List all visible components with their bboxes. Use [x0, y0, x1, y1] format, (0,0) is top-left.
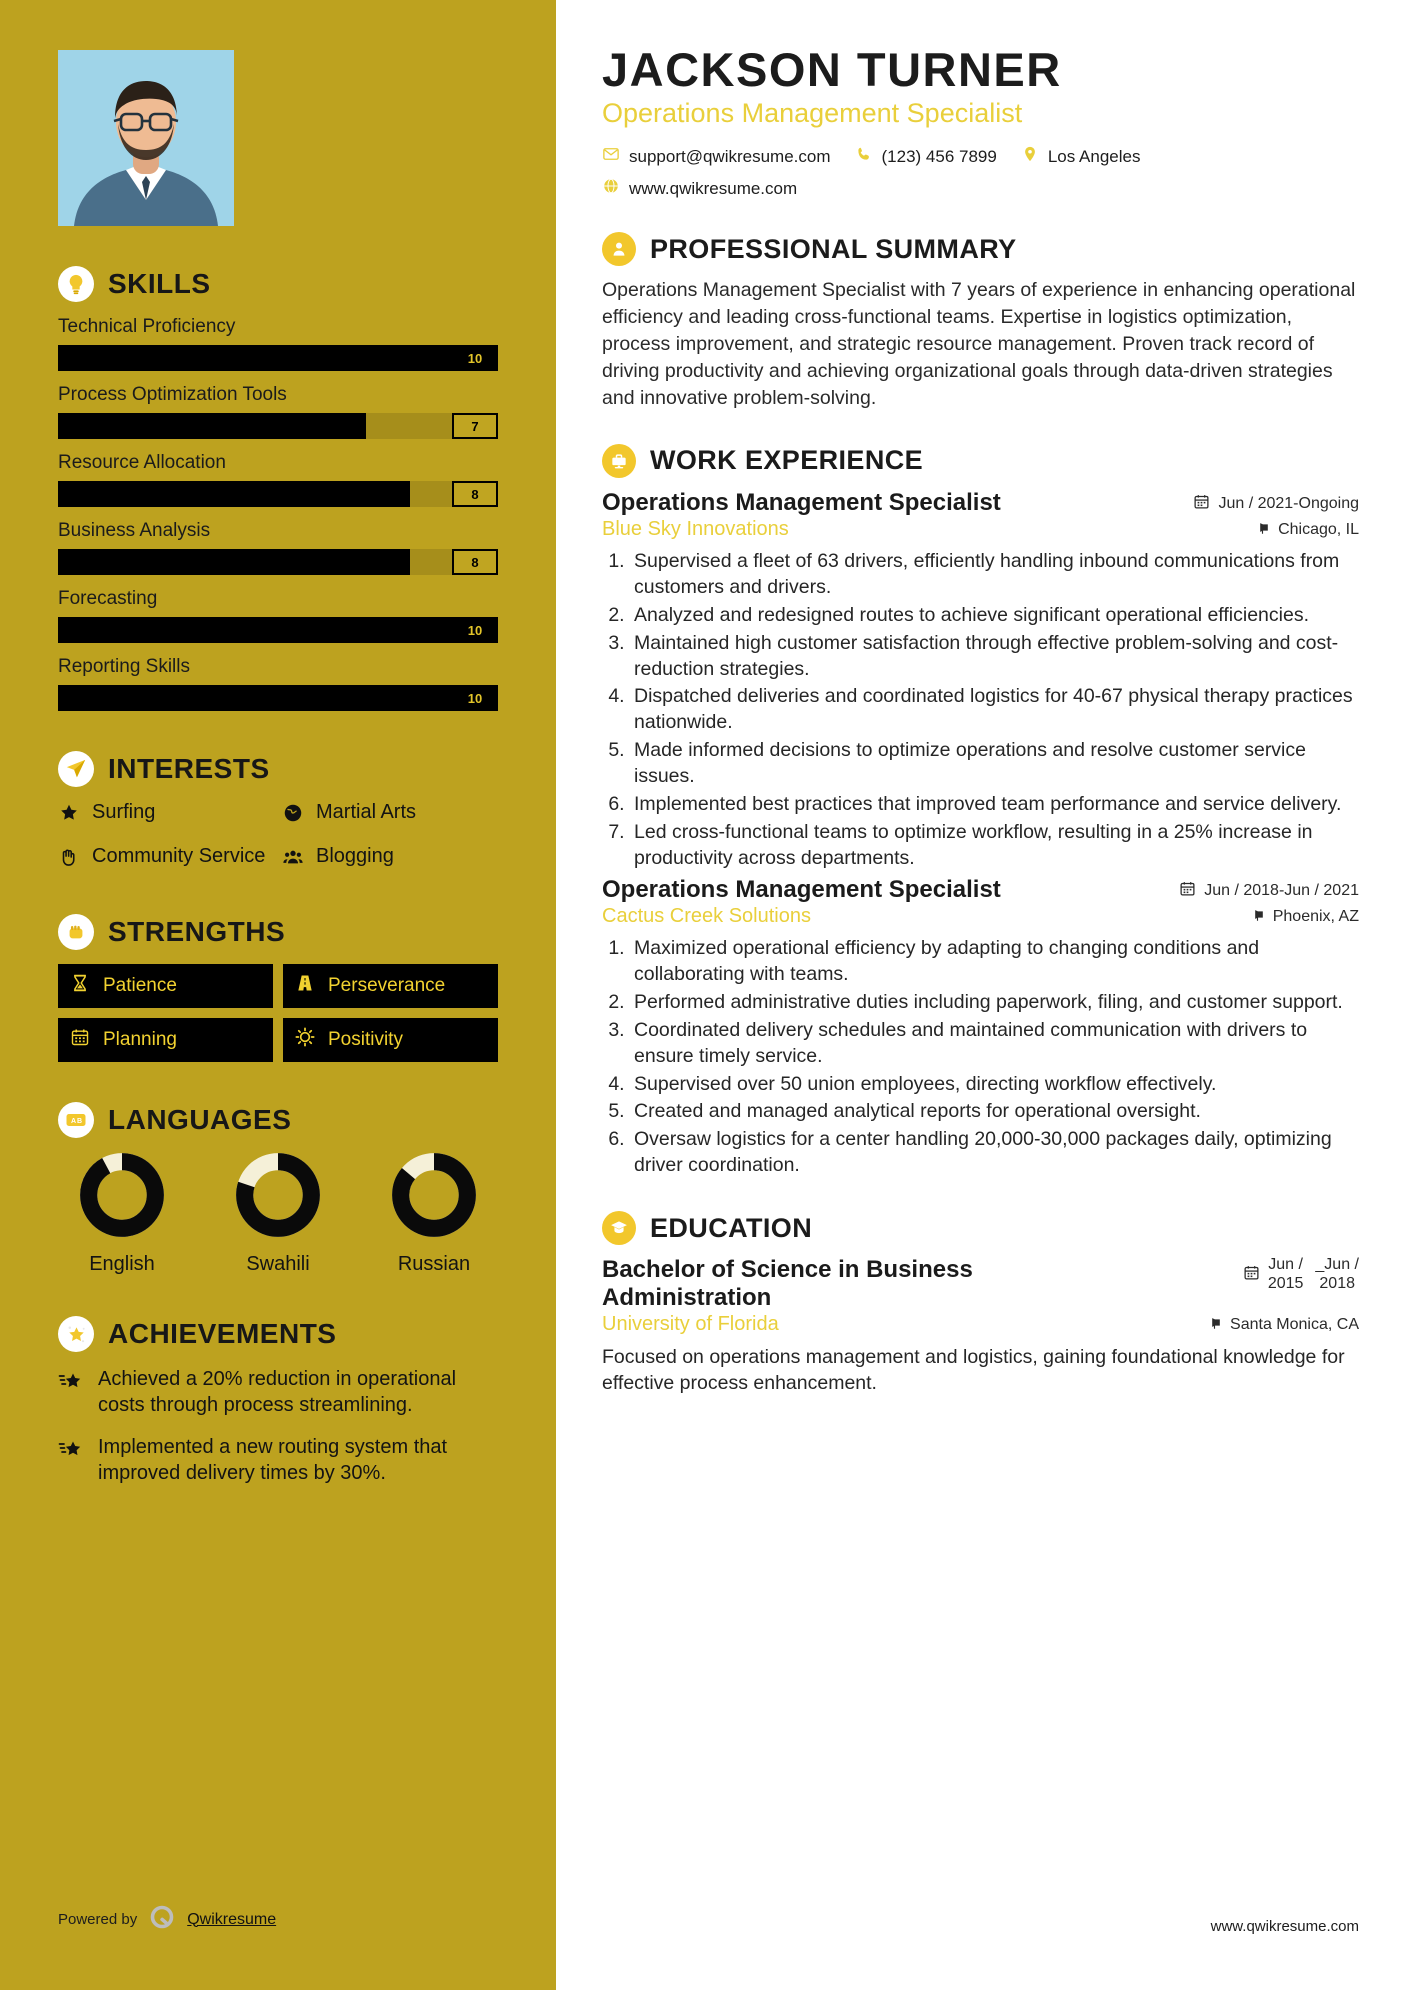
- calendar-icon: [1243, 1264, 1260, 1286]
- language-item: [374, 1152, 494, 1276]
- skill-item: [58, 384, 498, 439]
- pin-icon: [1255, 520, 1270, 540]
- education-date-start-line1: Jun /: [1268, 1256, 1303, 1274]
- education-section-header: [602, 1211, 1359, 1245]
- hand-icon: [58, 846, 82, 874]
- skill-item: [58, 656, 498, 711]
- job-bullets: [630, 936, 1359, 1179]
- skill-bar-fill: [58, 481, 410, 507]
- job-bullet: 7. Led cross-functional teams to optimize workflow, resulting in a 25% increase in productivity across departments.: [630, 820, 1359, 872]
- shooting-star-icon: [58, 1369, 86, 1400]
- pin-icon: [1250, 907, 1265, 927]
- job-location: [1255, 520, 1359, 540]
- skill-label: Resource Allocation: [58, 452, 226, 473]
- skills-section-header: [58, 266, 498, 302]
- interest-item: [282, 845, 498, 874]
- skill-bar: [58, 345, 498, 371]
- calendar-icon: [70, 1027, 92, 1053]
- job-bullet: 1. Maximized operational efficiency by adapting to changing conditions and collaborating with teams.: [630, 936, 1359, 988]
- job-bullet: 6. Implemented best practices that improved team performance and service delivery.: [630, 792, 1359, 818]
- contact-phone[interactable]: [855, 145, 997, 168]
- job-bullet: 3. Coordinated delivery schedules and maintained communication with drivers to ensure timely service.: [630, 1018, 1359, 1070]
- job-bullet: 5. Made informed decisions to optimize operations and resolve customer service issues.: [630, 738, 1359, 790]
- language-item: [218, 1152, 338, 1276]
- language-donut: [391, 1152, 477, 1238]
- contact-location-text: Los Angeles: [1047, 146, 1141, 166]
- skills-list: [58, 316, 498, 711]
- interest-label: Community Service: [92, 845, 266, 867]
- person-icon: [602, 232, 636, 266]
- interests-section-header: [58, 751, 498, 787]
- globe-icon: [602, 177, 620, 200]
- email-icon: [602, 145, 620, 168]
- summary-title: PROFESSIONAL SUMMARY: [650, 233, 1017, 264]
- skill-value: 10: [452, 345, 498, 371]
- sidebar: [0, 0, 556, 1990]
- education-school: University of Florida: [602, 1312, 779, 1335]
- translate-icon: [58, 1102, 94, 1138]
- strengths-title: STRENGTHS: [108, 916, 286, 947]
- interests-list: [58, 801, 498, 874]
- education-description: Focused on operations management and logistics, gaining foundational knowledge for effective process enhancement.: [602, 1345, 1345, 1395]
- job-date: [1193, 493, 1359, 515]
- page-title: JACKSON TURNER: [602, 43, 1062, 96]
- hourglass-icon: [70, 973, 92, 999]
- education-location: [1207, 1315, 1359, 1335]
- profile-photo-illustration: [58, 50, 234, 226]
- interest-label: Blogging: [316, 845, 394, 867]
- language-item: [62, 1152, 182, 1276]
- language-label: English: [89, 1253, 155, 1275]
- job-bullets: [630, 549, 1359, 872]
- strength-label: Planning: [103, 1029, 177, 1050]
- skill-value: 10: [452, 617, 498, 643]
- contact-block: [602, 145, 1359, 200]
- education-date-start-line2: 2015: [1267, 1274, 1304, 1292]
- powered-by-label: Powered by: [58, 1911, 138, 1928]
- achievement-text: Implemented a new routing system that improved delivery times by 30%.: [98, 1436, 448, 1484]
- job-date-text: Jun / 2018-Jun / 2021: [1204, 881, 1359, 899]
- job-bullet: 6. Oversaw logistics for a center handling 20,000-30,000 packages daily, optimizing driver coordination.: [630, 1127, 1359, 1179]
- fist-icon: [58, 914, 94, 950]
- language-label: Swahili: [246, 1253, 310, 1275]
- contact-phone-text: (123) 456 7899: [881, 146, 997, 166]
- achievements-section-header: [58, 1316, 498, 1352]
- shooting-star-icon: [58, 1437, 86, 1468]
- contact-email-text: support@qwikresume.com: [629, 146, 831, 166]
- education-date-end-line1: _Jun /: [1315, 1256, 1359, 1274]
- education-date-end-line2: 2018: [1319, 1274, 1355, 1292]
- strength-label: Perseverance: [328, 975, 446, 996]
- strength-label: Patience: [103, 975, 177, 996]
- skill-label: Process Optimization Tools: [58, 384, 287, 405]
- svg-text:B: B: [77, 1118, 83, 1125]
- graduation-cap-icon: [602, 1211, 636, 1245]
- skill-item: [58, 316, 498, 371]
- strength-chip: [283, 964, 498, 1008]
- achievements-title: ACHIEVEMENTS: [108, 1318, 337, 1349]
- job-title: Operations Management Specialist: [602, 488, 1001, 516]
- language-label: Russian: [397, 1253, 471, 1275]
- skill-bar-fill: [58, 617, 498, 643]
- skill-bar-fill: [58, 549, 410, 575]
- job-date-text: Jun / 2021-Ongoing: [1218, 494, 1359, 512]
- skill-bar: [58, 481, 498, 507]
- paper-plane-icon: [58, 751, 94, 787]
- education-date: [1243, 1256, 1359, 1293]
- people-icon: [282, 846, 306, 874]
- skill-bar: [58, 685, 498, 711]
- main-column: [556, 0, 1407, 1990]
- contact-website[interactable]: [602, 177, 797, 200]
- education-entry: [602, 1256, 1359, 1396]
- languages-section-header: [58, 1102, 498, 1138]
- strength-chip: [58, 964, 273, 1008]
- interests-title: INTERESTS: [108, 753, 270, 784]
- job-location-text: Chicago, IL: [1278, 520, 1359, 538]
- skill-bar-fill: [58, 345, 498, 371]
- skill-item: [58, 588, 498, 643]
- job-title: Operations Management Specialist: [602, 875, 1001, 903]
- jobs-list: [602, 489, 1359, 1179]
- star-icon: [58, 802, 82, 830]
- skill-item: [58, 452, 498, 507]
- job-company: Cactus Creek Solutions: [602, 904, 811, 927]
- pin-icon: [1207, 1315, 1222, 1335]
- phone-icon: [855, 145, 873, 168]
- star-badge-icon: [58, 1316, 94, 1352]
- skill-label: Forecasting: [58, 588, 158, 609]
- job-bullet: 2. Analyzed and redesigned routes to achieve significant operational efficiencies.: [630, 603, 1359, 629]
- language-donut: [235, 1152, 321, 1238]
- lightbulb-icon: [58, 266, 94, 302]
- job-entry: [602, 489, 1359, 872]
- contact-line-2: [602, 177, 1359, 200]
- skill-bar: [58, 617, 498, 643]
- skill-value: 7: [452, 413, 498, 439]
- sidebar-footer: [58, 1904, 276, 1935]
- contact-location: [1021, 145, 1141, 168]
- skill-value: 8: [452, 481, 498, 507]
- job-bullet: 2. Performed administrative duties including paperwork, filing, and customer support.: [630, 990, 1359, 1016]
- language-donut: [79, 1152, 165, 1238]
- education-location-text: Santa Monica, CA: [1230, 1315, 1359, 1333]
- location-icon: [1021, 145, 1039, 168]
- job-entry: [602, 876, 1359, 1179]
- skill-value: 8: [452, 549, 498, 575]
- road-icon: [295, 973, 317, 999]
- skill-label: Reporting Skills: [58, 656, 190, 677]
- job-bullet: 1. Supervised a fleet of 63 drivers, efficiently handling inbound communications from customers and drivers.: [630, 549, 1359, 601]
- avatar: [58, 50, 234, 226]
- job-location: [1250, 907, 1359, 927]
- summary-text: Operations Management Specialist with 7 years of experience in enhancing operational efficiency and leading cross-functional teams. Expertise in logistics optimization, process improvement, and strategic resource management. Proven track record of driving productivity and achieving organizational goals through data-driven strategies and innovative problem-solving.: [602, 279, 1356, 409]
- interest-item: [282, 801, 498, 830]
- contact-line-1: [602, 145, 1359, 168]
- languages-title: LANGUAGES: [108, 1104, 292, 1135]
- skill-label: Business Analysis: [58, 520, 211, 541]
- achievement-item: [58, 1434, 498, 1486]
- job-bullet: 5. Created and managed analytical reports for operational oversight.: [630, 1099, 1359, 1125]
- job-company: Blue Sky Innovations: [602, 517, 789, 540]
- languages-list: [58, 1152, 498, 1276]
- job-role-subtitle: Operations Management Specialist: [602, 98, 1023, 129]
- education-title: EDUCATION: [650, 1212, 813, 1243]
- skill-bar-fill: [58, 413, 366, 439]
- footer-website: www.qwikresume.com: [1210, 1918, 1359, 1935]
- skill-value: 10: [452, 685, 498, 711]
- job-bullet: 3. Maintained high customer satisfaction through effective problem-solving and cost-reduction strategies.: [630, 631, 1359, 683]
- skill-label: Technical Proficiency: [58, 316, 236, 337]
- job-bullet: 4. Supervised over 50 union employees, directing workflow effectively.: [630, 1072, 1359, 1098]
- achievement-text: Achieved a 20% reduction in operational costs through process streamlining.: [98, 1368, 457, 1416]
- interest-item: [58, 801, 274, 830]
- calendar-icon: [1179, 880, 1196, 902]
- globe-icon: [282, 802, 306, 830]
- skill-bar-fill: [58, 685, 498, 711]
- achievement-item: [58, 1366, 498, 1418]
- strength-chip: [58, 1018, 273, 1062]
- job-date: [1179, 880, 1359, 902]
- interest-label: Surfing: [92, 801, 156, 823]
- strengths-list: [58, 964, 498, 1062]
- strengths-section-header: [58, 914, 498, 950]
- achievements-list: [58, 1366, 498, 1486]
- education-degree: Bachelor of Science in Business Administration: [602, 1256, 973, 1311]
- interest-label: Martial Arts: [316, 801, 417, 823]
- contact-email[interactable]: [602, 145, 831, 168]
- sun-icon: [295, 1027, 317, 1053]
- skill-bar: [58, 549, 498, 575]
- job-bullet: 4. Dispatched deliveries and coordinated logistics for 40-67 physical therapy practices nationwide.: [630, 684, 1359, 736]
- contact-website-text: www.qwikresume.com: [629, 178, 798, 198]
- summary-section-header: [602, 232, 1359, 266]
- skill-item: [58, 520, 498, 575]
- strength-chip: [283, 1018, 498, 1062]
- strength-label: Positivity: [328, 1029, 403, 1050]
- job-location-text: Phoenix, AZ: [1272, 907, 1359, 925]
- qwikresume-link[interactable]: Qwikresume: [187, 1910, 277, 1928]
- briefcase-icon: [602, 444, 636, 478]
- skill-bar: [58, 413, 498, 439]
- calendar-icon: [1193, 493, 1210, 515]
- svg-text:A: A: [71, 1118, 77, 1125]
- work-section-header: [602, 444, 1359, 478]
- skills-title: SKILLS: [108, 268, 211, 299]
- qwikresume-logo-icon: [149, 1904, 175, 1935]
- interest-item: [58, 845, 274, 874]
- work-title: WORK EXPERIENCE: [650, 445, 924, 476]
